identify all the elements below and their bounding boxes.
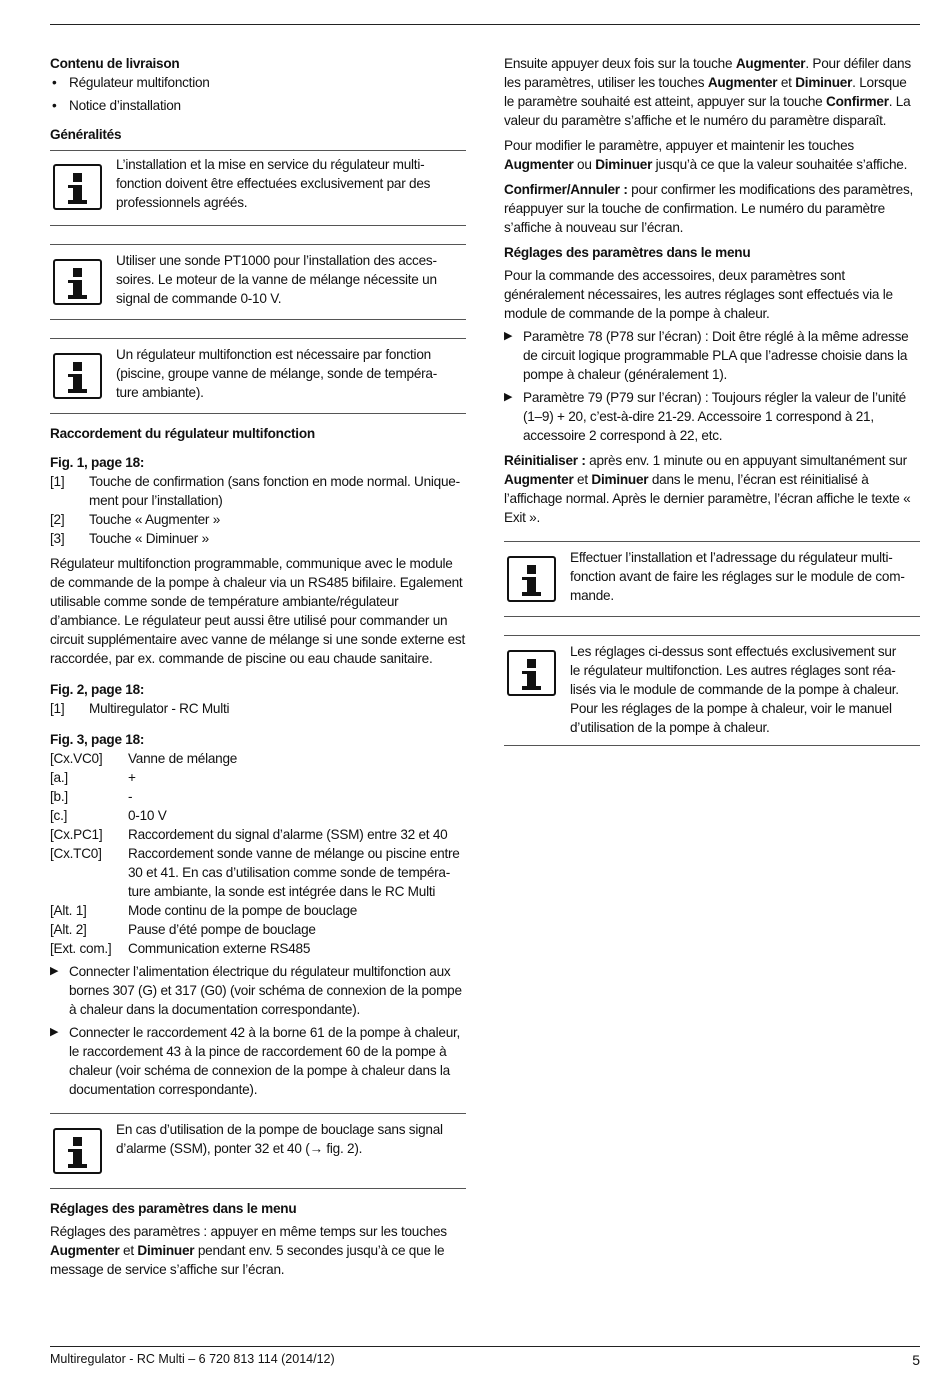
legend-row: [Cx.VC0] Vanne de mélange [50, 751, 238, 766]
instruction-step: ▶ Paramètre 79 (P79 sur l’écran) : Toujours régler la valeur de l’unité (1–9) + 20, c’est-à-dire 21-29. Accessoire 1 correspond à 21, accessoire 2 correspond à 22, etc. [504, 390, 906, 443]
fig2-title: Fig. 2, page 18: [50, 682, 145, 697]
legend-row: [a.] + [50, 770, 136, 785]
footer-rule [50, 1346, 920, 1347]
heading-raccordement: Raccordement du régulateur multifonction [50, 426, 315, 441]
fig3-legend [50, 749, 466, 958]
instruction-step: ▶ Connecter l’alimentation électrique du régulateur multifonction aux bornes 307 (G) et 317 (G0) (voir schéma de connexion de la pompe à chaleur dans la documentation correspondante). [50, 964, 462, 1017]
info-icon [53, 259, 102, 305]
paragraph: Ensuite appuyer deux fois sur la touche Augmenter. Pour défiler dans les paramètres, utiliser les touches Augmenter et Diminuer. Lorsque le paramètre souhaité est atteint, appuyer sur la touche Confirmer. La valeur du paramètre s’affiche et le numéro du paramètre disparaît. [504, 56, 911, 128]
right-column [504, 54, 920, 746]
legend-row: [1] Multiregulator - RC Multi [50, 701, 230, 716]
arrow-right-icon: ▶ [504, 330, 513, 342]
paragraph: Réinitialiser : après env. 1 minute ou en appuyant simultanément sur Augmenter et Diminuer dans le menu, l’écran est réinitialisé à l’affichage normal. Après le dernier paramètre, l’écran affiche le texte « Exit ». [504, 453, 911, 525]
info-note: L’installation et la mise en service du régulateur multi- fonction doivent être effectuées exclusivement par des professionnels agréés. [50, 150, 466, 226]
legend-row: [c.] 0-10 V [50, 808, 167, 823]
paragraph: Réglages des paramètres : appuyer en même temps sur les touches Augmenter et Diminuer pendant env. 5 secondes jusqu’à ce que le message de service s’affiche sur l’écran. [50, 1224, 447, 1277]
legend-row: [1] Touche de confirmation (sans fonction en mode normal. Unique- ment pour l’installation) [50, 474, 460, 508]
list-item: • Régulateur multifonction [52, 75, 210, 90]
legend-row: [2] Touche « Augmenter » [50, 512, 221, 527]
footer [50, 1352, 920, 1368]
info-icon [507, 556, 556, 602]
heading-livraison: Contenu de livraison [50, 56, 180, 71]
fig1-legend [50, 472, 466, 548]
fig1-title: Fig. 1, page 18: [50, 455, 145, 470]
legend-row: [Alt. 2] Pause d’été pompe de bouclage [50, 922, 316, 937]
legend-row: [Cx.TC0] Raccordement sonde vanne de mélange ou piscine entre 30 et 41. En cas d’utilisation comme sonde de tempéra- ture ambiante, la sonde est intégrée dans le RC Multi [50, 846, 460, 899]
info-note: En cas d’utilisation de la pompe de bouclage sans signal d’alarme (SSM), ponter 32 et 40 (→ fig. 2). [50, 1113, 466, 1189]
left-column [50, 54, 466, 1279]
fig2-legend [50, 699, 466, 718]
info-icon [507, 650, 556, 696]
heading-reglages: Réglages des paramètres dans le menu [50, 1201, 297, 1216]
paragraph: Confirmer/Annuler : pour confirmer les modifications des paramètres, réappuyer sur la touche de confirmation. Le numéro du paramètre s’affiche à nouveau sur l’écran. [504, 182, 914, 235]
arrow-right-icon: ▶ [50, 965, 59, 977]
info-icon [53, 353, 102, 399]
instruction-step: ▶ Connecter le raccordement 42 à la borne 61 de la pompe à chaleur, le raccordement 43 à la pince de raccordement 60 de la pompe à chaleur (voir schéma de connexion de la pompe à chaleur dans la documentation correspondante). [50, 1025, 461, 1097]
header-rule [50, 24, 920, 25]
info-note: Effectuer l’installation et l’adressage du régulateur multi- fonction avant de faire les réglages sur le module de com- mande. [504, 541, 920, 617]
paragraph: Pour la commande des accessoires, deux paramètres sont généralement nécessaires, les autres réglages sont effectués via le module de commande de la pompe à chaleur. [504, 268, 893, 321]
info-note: Utiliser une sonde PT1000 pour l’installation des acces- soires. Le moteur de la vanne de mélange nécessite un signal de commande 0-10 V. [50, 244, 466, 320]
arrow-right-icon: ▶ [50, 1026, 59, 1038]
heading-generalites: Généralités [50, 127, 122, 142]
legend-row: [Ext. com.] Communication externe RS485 [50, 941, 311, 956]
info-icon [53, 164, 102, 210]
legend-row: [3] Touche « Diminuer » [50, 531, 209, 546]
arrow-right-icon: ▶ [504, 391, 513, 403]
fig3-title: Fig. 3, page 18: [50, 732, 145, 747]
paragraph: Régulateur multifonction programmable, communique avec le module de commande de la pompe à chaleur via un RS485 bifilaire. Egalement utilisable comme sonde de température ambiante/régulateur d’ambiance. Le régulateur peut aussi être utilisé pour commander un circuit supplémentaire avec vanne de mélange si une sonde externe est raccordée, par ex. commande de piscine ou eau chaude sanitaire. [50, 556, 465, 666]
footer-text: Multiregulator - RC Multi – 6 720 813 114 (2014/12) [50, 1352, 335, 1366]
instruction-step: ▶ Paramètre 78 (P78 sur l’écran) : Doit être réglé à la même adresse de circuit logique programmable PLA que l’adresse choisie dans la pompe à chaleur (généralement 1). [504, 329, 909, 382]
page-number: 5 [912, 1352, 920, 1368]
info-note: Un régulateur multifonction est nécessaire par fonction (piscine, groupe vanne de mélange, sonde de tempéra- ture ambiante). [50, 338, 466, 414]
heading-reglages-menu: Réglages des paramètres dans le menu [504, 245, 751, 260]
legend-row: [Cx.PC1] Raccordement du signal d’alarme (SSM) entre 32 et 40 [50, 827, 448, 842]
legend-row: [Alt. 1] Mode continu de la pompe de bouclage [50, 903, 358, 918]
paragraph: Pour modifier le paramètre, appuyer et maintenir les touches Augmenter ou Diminuer jusqu’à ce que la valeur souhaitée s’affiche. [504, 138, 908, 172]
info-note: Les réglages ci-dessus sont effectués exclusivement sur le régulateur multifonction. Les autres réglages sont réa- lisés via le module de commande de la pompe à chaleur. Pour les réglages de la pompe à chaleur, voir le manuel d’utilisation de la pompe à chaleur. [504, 635, 920, 746]
info-icon [53, 1128, 102, 1174]
list-item: • Notice d’installation [52, 98, 181, 113]
legend-row: [b.] - [50, 789, 133, 804]
